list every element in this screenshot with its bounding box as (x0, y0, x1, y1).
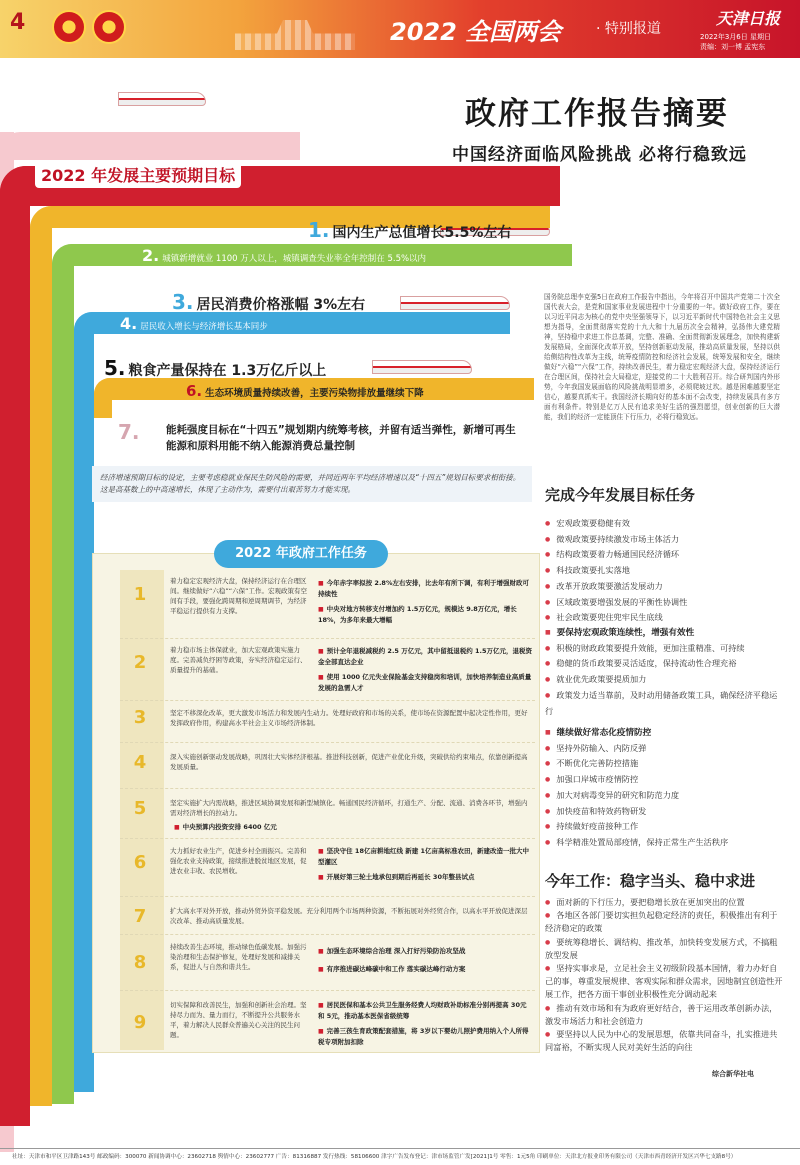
task-divider (120, 638, 535, 639)
band-blue-vertical (74, 312, 94, 1092)
task-highlight: ■ 坚决守住 18亿亩耕地红线 新建 1亿亩高标准农田，新建改造一批大中型灌区 (318, 847, 530, 866)
complete-goals-list (545, 516, 785, 626)
list-heading: ■ 要保持宏观政策连续性，增强有效性 (545, 626, 785, 641)
goal-text: 居民消费价格涨幅 3%左右 (196, 297, 366, 313)
goal-item (172, 290, 365, 314)
goal-item (118, 422, 518, 454)
task-highlight-text: 加强生态环境综合治理 深入打好污染防治攻坚战 (326, 947, 466, 955)
task-highlight: ■ 今年赤字率拟按 2.8%左右安排，比去年有所下调，有利于增强财政可持续性 (318, 579, 529, 598)
goal-item (142, 246, 426, 265)
list-item: ● 坚持实事求是，立足社会主义初级阶段基本国情，着力办好自己的事，尊重发展规律、客观实际和群众需求，因地制宜创造性开展工作，把各方面干事创业积极性充分调动起来 (545, 962, 785, 1002)
list-item: ● 稳健的货币政策要灵活适度，保持流动性合理充裕 (545, 656, 785, 672)
great-hall-icon (235, 20, 355, 50)
train-icon (372, 360, 472, 374)
goal-text: 生态环境质量持续改善，主要污染物排放量继续下降 (205, 388, 424, 399)
goals-intro: 经济增速预期目标的设定，主要考虑稳就业保民生防风险的需要，并同近两年平均经济增速以及“十四五”规划目标要求相衔接。这是高基数上的中高速增长，体现了主动作为，需要付出艰苦努力才能实现。 (92, 466, 532, 502)
list-item: ● 加快疫苗和特效药物研发 (545, 804, 785, 820)
goal-text: 能耗强度目标在“十四五”规划期内统筹考核，并留有适当弹性，新增可再生能源和原料用能不纳入能源消费总量控制 (166, 424, 516, 452)
page-header (0, 0, 800, 58)
task-highlight: ■ 中央对地方转移支付增加约 1.5万亿元，规模达 9.8万亿元，增长 18%，为多年来最大增幅 (318, 605, 517, 624)
list-item: ● 各地区各部门要切实担负起稳定经济的责任，积极推出有利于经济稳定的政策 (545, 909, 785, 935)
credit-line: 综合新华社电 (712, 1070, 754, 1078)
task-divider (120, 838, 535, 839)
task-highlight: ■ 有序推进碳达峰碳中和工作 落实碳达峰行动方案 (318, 965, 466, 973)
task-number: 5 (133, 798, 147, 819)
list-item: ● 科技政策要扎实落地 (545, 563, 785, 579)
task-highlight: ■ 完善三孩生育政策配套措施，将 3岁以下婴幼儿照护费用纳入个人所得税专项附加扣除 (318, 1027, 529, 1046)
task-number: 2 (133, 652, 147, 673)
goal-number: 6. (186, 382, 203, 400)
task-text: 坚定不移深化改革，更大激发市场活力和发展内生动力。处理好政府和市场的关系，使市场在资源配置中起决定性作用，更好发挥政府作用，构建高水平社会主义市场经济体制。 (170, 709, 528, 727)
date-line: 2022年3月6日 星期日 (700, 33, 771, 41)
goal-item (308, 218, 511, 242)
task-number: 3 (133, 707, 147, 728)
band-yellow-2-vertical (94, 378, 112, 418)
band-pink (0, 132, 300, 160)
task-divider (120, 742, 535, 743)
task-highlight: ■ 使用 1000 亿元失业保险基金支持稳岗和培训，加快培养制造业高质量发展的急需人才 (318, 673, 532, 692)
goal-number: 7. (118, 420, 140, 444)
national-emblem-icon (52, 10, 86, 44)
goal-text: 居民收入增长与经济增长基本同步 (140, 322, 268, 332)
list-item: ● 持续做好疫苗接种工作 (545, 819, 785, 835)
task-highlight-text: 有序推进碳达峰碳中和工作 落实碳达峰行动方案 (326, 965, 466, 973)
task-highlight-text: 完善三孩生育政策配套措施，将 3岁以下婴幼儿照护费用纳入个人所得税专项附加扣除 (318, 1027, 529, 1046)
list-item: ● 改革开放政策要激活发展动力 (545, 579, 785, 595)
task-number: 8 (133, 952, 147, 973)
list-item: ● 区域政策要增强发展的平衡性协调性 (545, 595, 785, 611)
task-highlight: ■ 居民医保和基本公共卫生服务经费人均财政补助标准分别再提高 30元和 5元，推动基本医保省级统筹 (318, 1001, 527, 1020)
list-item: ● 微观政策要持续激发市场主体活力 (545, 532, 785, 548)
list-item: ● 宏观政策要稳健有效 (545, 516, 785, 532)
list-item: ● 要统筹稳增长、调结构、推改革，加快转变发展方式，不搞粗放型发展 (545, 936, 785, 962)
goal-text: 国内生产总值增长5.5%左右 (332, 225, 512, 241)
goals-heading: 2022 年发展主要预期目标 (35, 161, 241, 188)
goal-text: 粮食产量保持在 1.3万亿斤以上 (128, 363, 327, 379)
task-highlight-text: 居民医保和基本公共卫生服务经费人均财政补助标准分别再提高 30元和 5元，推动基本医保省级统筹 (318, 1001, 527, 1020)
this-year-list (545, 896, 785, 1054)
goal-item (186, 382, 424, 400)
train-icon (118, 92, 206, 106)
list-item: ● 政策发力适当靠前，及时动用储备政策工具，确保经济平稳运行 (545, 688, 785, 718)
task-highlight-text: 开展好第三轮土地承包到期后再延长 30年整县试点 (326, 873, 475, 881)
list-item: ● 不断优化完善防控措施 (545, 756, 785, 772)
task-text: 切实保障和改善民生，加强和创新社会治理。坚持尽力而为、量力而行，不断提升公共服务水平，着力解决人民群众普遍关心关注的民生问题。 (170, 1001, 307, 1039)
task-text: 着力稳市场主体保就业，加大宏观政策实施力度。完善减负纾困等政策，夯实经济稳定运行、质量提升的基础。 (170, 646, 307, 674)
band-yellow-vertical (30, 206, 52, 1106)
list-heading: ■ 继续做好常态化疫情防控 (545, 726, 785, 741)
macro-policy-list (545, 626, 785, 718)
complete-goals-title: 完成今年发展目标任务 (545, 486, 696, 504)
list-item: ● 积极的财政政策要提升效能，更加注重精准、可持续 (545, 641, 785, 657)
section-subtitle: · 特别报道 (596, 21, 661, 37)
list-item: ● 面对新的下行压力，要把稳增长放在更加突出的位置 (545, 896, 785, 909)
goal-number: 5. (104, 356, 126, 380)
goal-item (120, 314, 268, 333)
this-year-title: 今年工作：稳字当头、稳中求进 (545, 872, 756, 890)
task-divider (120, 788, 535, 789)
goal-number: 1. (308, 218, 330, 242)
train-icon (400, 296, 510, 310)
list-item: ● 社会政策要兜住兜牢民生底线 (545, 610, 785, 626)
report-paragraph: 国务院总理李克强5日在政府工作报告中指出，今年将召开中国共产党第二十次全国代表大会，是党和国家事业发展进程中十分重要的一年。做好政府工作，要在以习近平同志为核心的党中央坚强领导下，以习近平新时代中国特色社会主义思想为指导，全面贯彻落实党的十九大和十九届历次全会精神，弘扬伟大建党精神，坚持稳中求进工作总基调，完整、准确、全面贯彻新发展理念，加快构建新发展格局，全面深化改革开放，坚持创新驱动发展，推动高质量发展，坚持以供给侧结构性改革为主线，统筹疫情防控和经济社会发展，统筹发展和安全，继续做好“六稳”“六保”工作，持续改善民生，着力稳定宏观经济大盘，保持经济运行在合理区间，保持社会大局稳定，迎接党的二十大胜利召开。综合研判国内外形势，今年我国发展面临的风险挑战明显增多，必须爬坡过坎。越是困难越要坚定信心，越要真抓实干。我国经济长期向好的基本面不会改变，持续发展具有多方面有利条件。特别是亿万人民有追求美好生活的强烈愿望，创业创新的巨大潜能，我们的经济一定能顶住下行压力，必将行稳致远。 (544, 293, 780, 421)
task-number: 1 (133, 584, 147, 605)
task-divider (120, 934, 535, 935)
task-number: 6 (133, 852, 147, 873)
task-highlight: ■ 中央预算内投资安排 6400 亿元 (174, 823, 277, 831)
section-title: 2022 全国两会 (390, 18, 562, 46)
party-emblem-icon (92, 10, 126, 44)
list-item: ● 结构政策要着力畅通国民经济循环 (545, 547, 785, 563)
task-text: 持续改善生态环境，推动绿色低碳发展。加强污染治理和生态保护修复，处理好发展和减排关系，促进人与自然和谐共生。 (170, 943, 307, 971)
article-subtitle: 中国经济面临风险挑战 必将行稳致远 (452, 145, 747, 165)
list-item: ● 坚持外防输入、内防反弹 (545, 741, 785, 757)
task-highlight-text: 今年赤字率拟按 2.8%左右安排，比去年有所下调，有利于增强财政可持续性 (318, 579, 529, 598)
task-text: 着力稳定宏观经济大盘，保持经济运行在合理区间。继续做好“六稳”“六保”工作。宏观政策有空间有手段，要强化跨周期和逆周期调节，为经济平稳运行提供有力支撑。 (170, 577, 307, 615)
goal-number: 2. (142, 246, 160, 265)
goal-item (104, 356, 326, 380)
date-block (700, 32, 798, 52)
task-highlight-text: 使用 1000 亿元失业保险基金支持稳岗和培训，加快培养制造业高质量发展的急需人才 (318, 673, 532, 692)
task-divider (120, 896, 535, 897)
task-highlight-text: 中央对地方转移支付增加约 1.5万亿元，规模达 9.8万亿元，增长 18%，为多年来最大增幅 (318, 605, 517, 624)
task-highlight-text: 中央预算内投资安排 6400 亿元 (182, 823, 277, 831)
page-footer: 社址：天津市和平区卫津路143号 邮政编码：300070 新闻协调中心：23602718 舆情中心：23602777 广告：81316887 发行热线：58106600 津字广告发布登记：津市场监管广发[2021]1号 零售：1元5角 印刷单位：天津北方报业印务有限公司（天津市西青经济开发区兴华七支路8号） (0, 1148, 800, 1165)
goal-text: 城镇新增就业 1100 万人以上，城镇调查失业率全年控制在 5.5%以内 (162, 254, 427, 264)
band-red-vertical (0, 166, 30, 1126)
band-green-vertical (52, 244, 74, 1104)
list-item: ● 加大对病毒变异的研究和防范力度 (545, 788, 785, 804)
task-highlight: ■ 开展好第三轮土地承包到期后再延长 30年整县试点 (318, 873, 475, 881)
article-title: 政府工作报告摘要 (465, 96, 729, 132)
task-text: 深入实施创新驱动发展战略，巩固壮大实体经济根基。推进科技创新，促进产业优化升级，突破供给约束堵点，依靠创新提高发展质量。 (170, 753, 528, 771)
list-item: ● 推动有效市场和有为政府更好结合，善于运用改革创新办法，激发市场活力和社会创造力 (545, 1002, 785, 1028)
newspaper-logo: 天津日报 (716, 9, 781, 28)
task-divider (120, 990, 535, 991)
task-highlight-text: 坚决守住 18亿亩耕地红线 新建 1亿亩高标准农田，新建改造一批大中型灌区 (318, 847, 530, 866)
page-number: 4 (10, 10, 26, 35)
list-item: ● 加强口岸城市疫情防控 (545, 772, 785, 788)
task-highlight-text: 预计全年退税减税约 2.5 万亿元，其中留抵退税约 1.5万亿元，退税资金全部直达企业 (318, 647, 532, 666)
task-number: 9 (133, 1012, 147, 1033)
tasks-title: 2022 年政府工作任务 (214, 540, 388, 568)
editor-line: 责编：刘一博 孟宪东 (700, 43, 766, 51)
epidemic-list (545, 726, 785, 851)
list-item: ● 就业优先政策要提质加力 (545, 672, 785, 688)
task-divider (120, 700, 535, 701)
task-highlight: ■ 预计全年退税减税约 2.5 万亿元，其中留抵退税约 1.5万亿元，退税资金全部直达企业 (318, 647, 532, 666)
task-text: 扩大高水平对外开放，推动外贸外资平稳发展。充分利用两个市场两种资源，不断拓展对外经贸合作，以高水平开放促进深层次改革、推动高质量发展。 (170, 907, 528, 925)
goal-number: 4. (120, 314, 138, 333)
goal-number: 3. (172, 290, 194, 314)
list-item: ● 科学精准处置局部疫情，保持正常生产生活秩序 (545, 835, 785, 851)
list-item: ● 要坚持以人民为中心的发展思想，依靠共同奋斗，扎实推进共同富裕，不断实现人民对美好生活的向往 (545, 1028, 785, 1054)
task-text: 坚定实施扩大内需战略，推进区域协调发展和新型城镇化。畅通国民经济循环，打通生产、分配、流通、消费各环节，增强内需对经济增长的拉动力。 (170, 799, 528, 817)
task-highlight: ■ 加强生态环境综合治理 深入打好污染防治攻坚战 (318, 947, 466, 955)
task-number: 4 (133, 752, 147, 773)
task-text: 大力抓好农业生产，促进乡村全面振兴。完善和强化农业支持政策，接续推进脱贫地区发展，促进农业丰收、农民增收。 (170, 847, 307, 875)
task-number: 7 (133, 906, 147, 927)
